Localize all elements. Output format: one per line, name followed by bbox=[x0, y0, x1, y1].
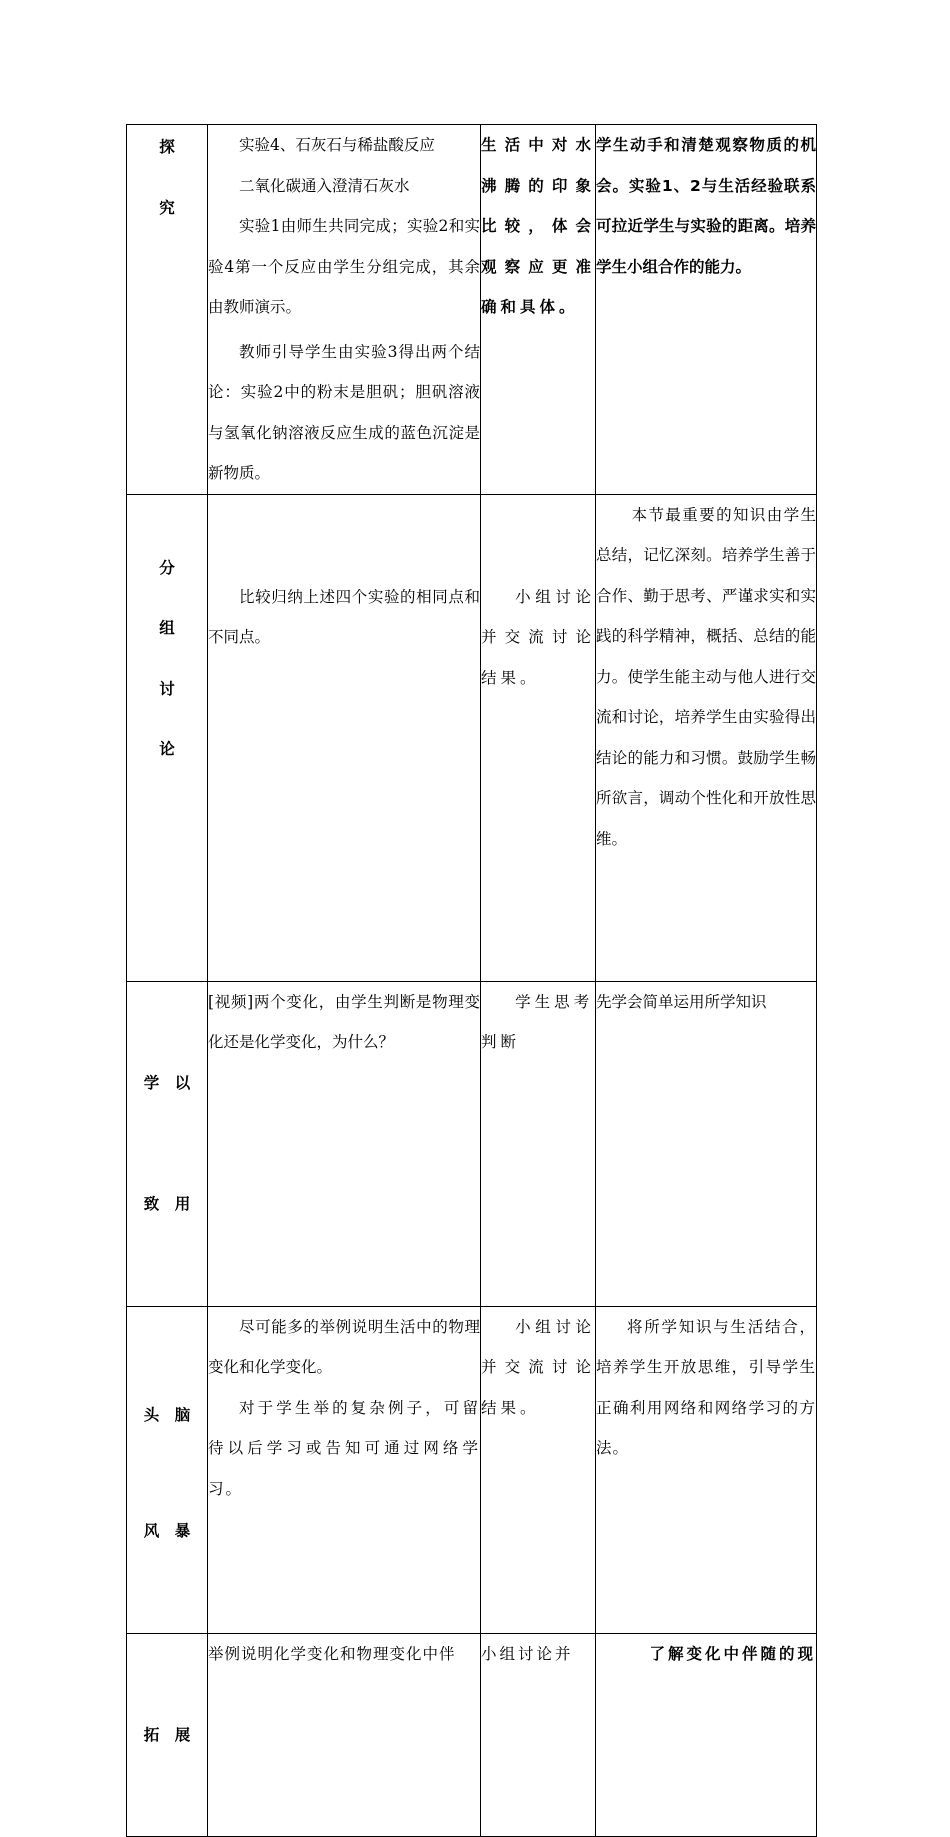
stage-cell bbox=[127, 981, 208, 1306]
paragraph: 小组讨论并交流讨论结果。 bbox=[481, 587, 595, 687]
design-intent-cell bbox=[596, 1306, 817, 1633]
teacher-activity-cell bbox=[208, 1306, 481, 1633]
paragraph: 二氧化碳通入澄清石灰水 bbox=[239, 176, 410, 195]
stage-label: 分 bbox=[159, 558, 175, 577]
table-row bbox=[127, 494, 817, 981]
paragraph: 比较归纳上述四个实验的相同点和不同点。 bbox=[208, 587, 480, 646]
stage-label: 致 用 bbox=[143, 1195, 191, 1213]
stage-label: 探 bbox=[159, 138, 175, 156]
table-row bbox=[127, 125, 817, 495]
stage-cell bbox=[127, 125, 208, 495]
paragraph: 实验4、石灰石与稀盐酸反应 bbox=[239, 136, 435, 154]
teacher-activity-cell: 举例说明化学变化和物理变化中伴 bbox=[208, 1633, 481, 1837]
stage-label: 讨 bbox=[159, 679, 175, 698]
teacher-activity-cell: [视频]两个变化，由学生判断是物理变化还是化学变化，为什么？ bbox=[208, 981, 481, 1306]
design-intent-cell: 学生动手和清楚观察物质的机会。实验1、2与生活经验联系可拉近学生与实验的距离。培养学生小组合作的能力。 bbox=[596, 125, 817, 495]
student-activity-cell bbox=[481, 494, 596, 981]
lesson-plan-table bbox=[126, 124, 817, 1837]
paragraph: 本节最重要的知识由学生总结，记忆深刻。培养学生善于合作、勤于思考、严谨求实和实践的科学精神，概括、总结的能力。使学生能主动与他人进行交流和讨论，培养学生由实验得出结论的能力和习惯。鼓励学生畅所欲言，调动个性化和开放性思维。 bbox=[596, 505, 816, 848]
paragraph: 小组讨论并交流讨论结果。 bbox=[481, 1317, 595, 1417]
table-row bbox=[127, 1633, 817, 1837]
design-intent-cell bbox=[596, 494, 817, 981]
design-intent-cell: 了解变化中伴随的现 bbox=[596, 1633, 817, 1837]
stage-label: 组 bbox=[159, 619, 175, 637]
stage-label: 拓 展 bbox=[143, 1725, 191, 1744]
table-row bbox=[127, 1306, 817, 1633]
stage-cell bbox=[127, 1306, 208, 1633]
paragraph: 学生思考判断 bbox=[481, 992, 594, 1051]
stage-label: 头 脑 bbox=[143, 1405, 191, 1424]
student-activity-cell: 小组讨论并 bbox=[481, 1633, 596, 1837]
student-activity-cell bbox=[481, 981, 596, 1306]
stage-cell bbox=[127, 494, 208, 981]
stage-label: 究 bbox=[159, 198, 175, 217]
design-intent-cell: 先学会简单运用所学知识 bbox=[596, 981, 817, 1306]
paragraph: 尽可能多的举例说明生活中的物理变化和化学变化。 bbox=[208, 1317, 480, 1376]
paragraph: 教师引导学生由实验3得出两个结论：实验2中的粉末是胆矾；胆矾溶液与氢氧化钠溶液反应生成的蓝色沉淀是新物质。 bbox=[208, 342, 480, 482]
student-activity-cell: 生活中对水沸腾的印象比较，体会观察应更准确和具体。 bbox=[481, 125, 596, 495]
stage-label: 论 bbox=[159, 740, 175, 758]
stage-label: 学 以 bbox=[143, 1073, 191, 1092]
paragraph: 实验1由师生共同完成；实验2和实验4第一个反应由学生分组完成，其余由教师演示。 bbox=[208, 217, 480, 316]
stage-label: 风 暴 bbox=[143, 1522, 191, 1540]
paragraph: 将所学知识与生活结合，培养学生开放思维，引导学生正确利用网络和网络学习的方法。 bbox=[596, 1317, 816, 1457]
teacher-activity-cell bbox=[208, 494, 481, 981]
table-row bbox=[127, 981, 817, 1306]
teacher-activity-cell bbox=[208, 125, 481, 495]
paragraph: 对于学生举的复杂例子，可留待以后学习或告知可通过网络学习。 bbox=[208, 1398, 480, 1498]
stage-cell bbox=[127, 1633, 208, 1837]
student-activity-cell bbox=[481, 1306, 596, 1633]
